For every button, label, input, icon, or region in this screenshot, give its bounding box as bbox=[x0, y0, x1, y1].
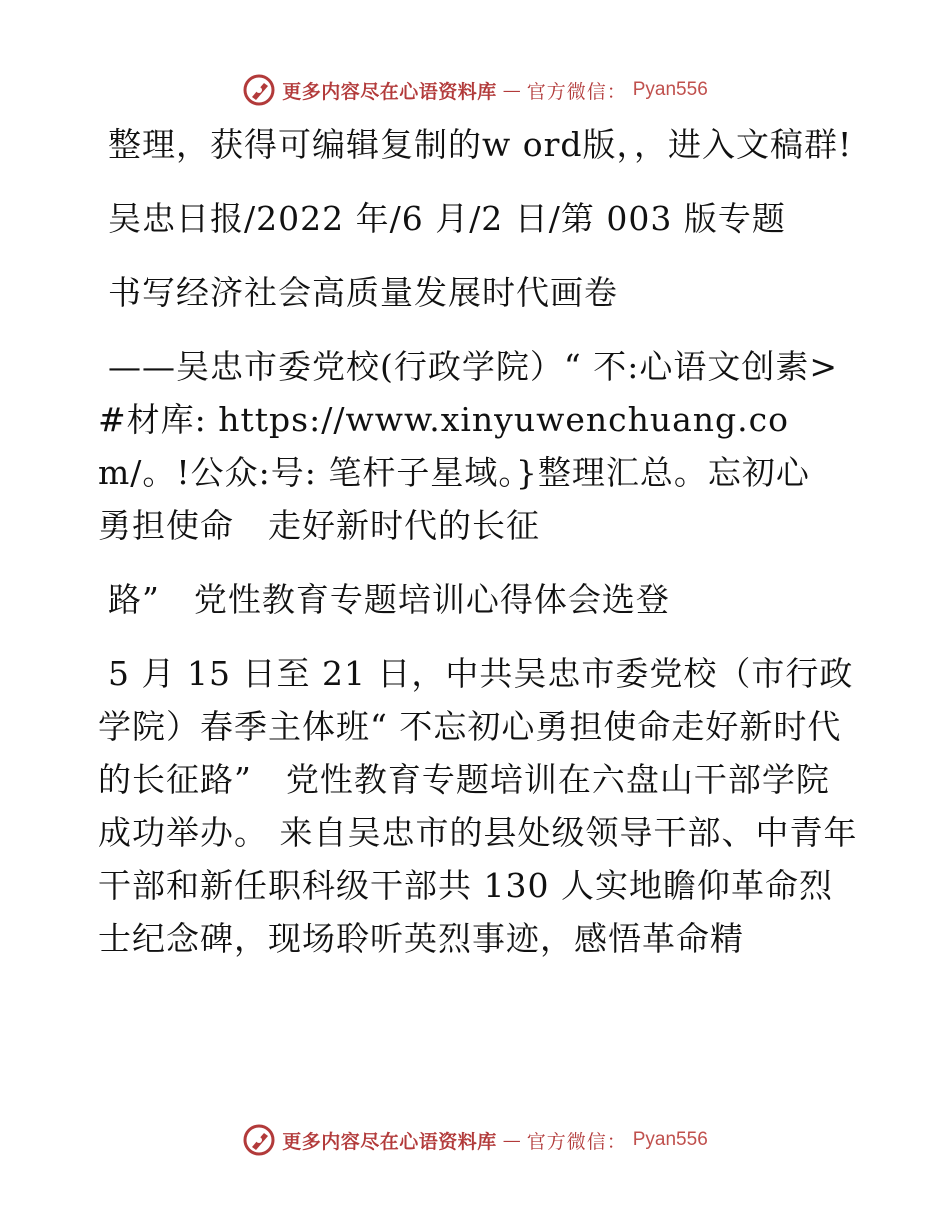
footer-banner bbox=[0, 1120, 950, 1160]
pen-circle-logo-icon bbox=[242, 1123, 276, 1157]
banner-official-label: 官方微信： bbox=[526, 1130, 627, 1153]
paragraph-subheadline: ——吴忠市委党校(行政学院）“ 不:心语文创素>#材库: https://www.xinyuwenchuang.com/。!公众:号: 笔杆子星域。}整理汇总。忘初心 勇担使命 走好新时代的长征 bbox=[98, 347, 844, 545]
document-body bbox=[98, 118, 858, 986]
paragraph-headline: 书写经济社会高质量发展时代画卷 bbox=[108, 273, 618, 312]
paragraph-intro-note: 整理，获得可编辑复制的w ord版，，进入文稿群! bbox=[108, 125, 853, 164]
banner-brand: 更多内容尽在心语资料库 bbox=[282, 1130, 497, 1153]
banner-brand: 更多内容尽在心语资料库 bbox=[282, 80, 497, 103]
paragraph-source-line: 吴忠日报/2022 年/6 月/2 日/第 003 版专题 bbox=[108, 199, 786, 238]
paragraph-body: 5 月 15 日至 21 日，中共吴忠市委党校（市行政学院）春季主体班“ 不忘初心勇担使命走好新时代的长征路” 党性教育专题培训在六盘山干部学院成功举办。 来自吴忠市的县处级领导干部、中青年干部和新任职科级干部共 130 人实地瞻仰革命烈士纪念碑，现场聆听英烈事迹，感悟革命精 bbox=[98, 654, 858, 958]
banner-wechat-id: Pyan556 bbox=[632, 79, 708, 100]
header-banner bbox=[0, 70, 950, 110]
banner-wechat-id: Pyan556 bbox=[632, 1129, 708, 1150]
banner-separator: — bbox=[502, 1129, 521, 1151]
banner-official-label: 官方微信： bbox=[526, 80, 627, 103]
paragraph-subheadline-continued: 路” 党性教育专题培训心得体会选登 bbox=[108, 580, 670, 619]
pen-circle-logo-icon bbox=[242, 73, 276, 107]
banner-separator: — bbox=[502, 79, 521, 101]
